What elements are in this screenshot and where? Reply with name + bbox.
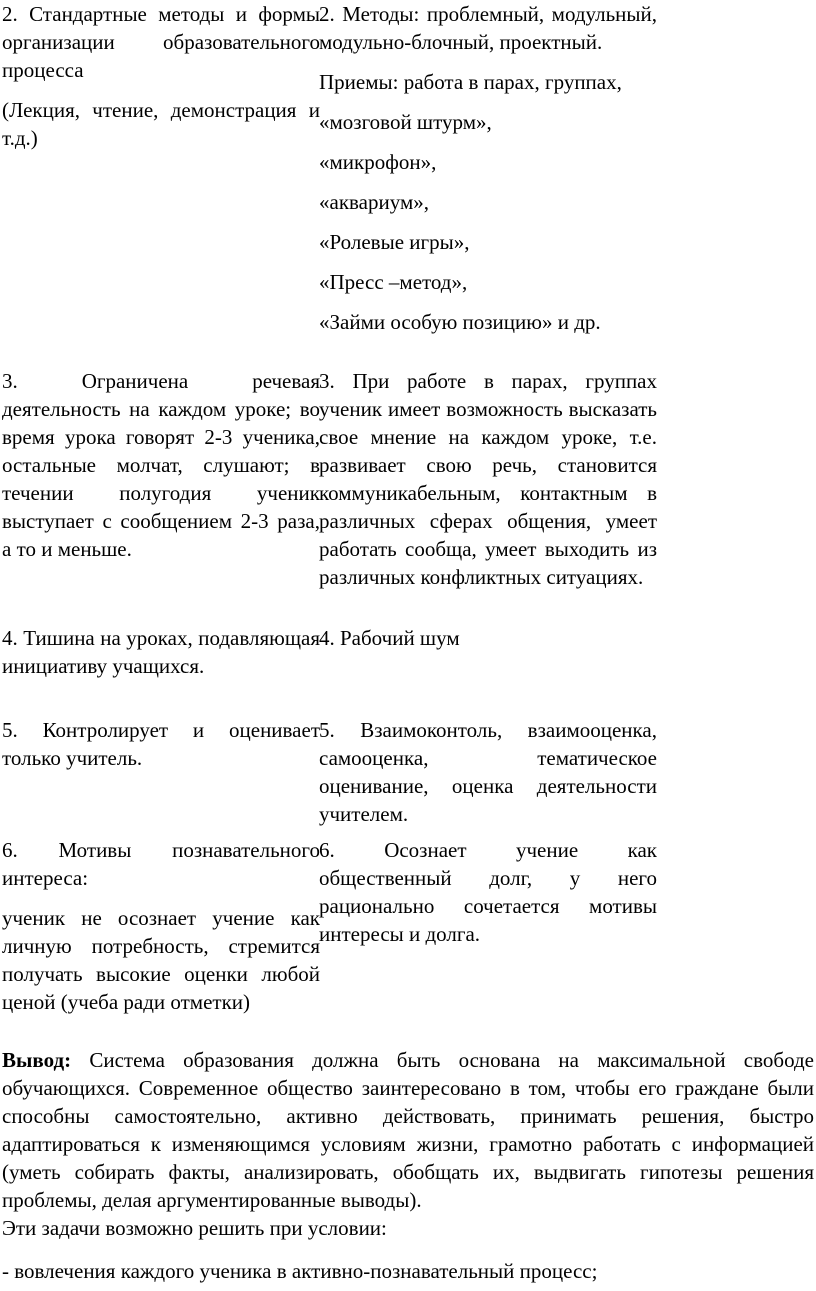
- teacher-control-text: 5. Контролирует и оценивает только учитель.: [2, 718, 320, 770]
- condition-item: - вовлечения каждого ученика в активно-познавательный процесс;: [2, 1259, 598, 1283]
- techniques-item: Приемы: работа в парах, группах,: [319, 70, 622, 94]
- conclusion-paragraph: [2, 1046, 814, 1214]
- methods-text: 2. Методы: проблемный, модульный, модульно-блочный, проектный.: [319, 2, 657, 54]
- row-5-right-cell: [319, 716, 657, 828]
- techniques-item: «Займи особую позицию» и др.: [319, 310, 601, 334]
- pair-work-text: 3. При работе в парах, группах ученик имеет возможность высказать свое мнение на каждом уроке, т.е. развивает свою речь, становится коммуникабельным, контактным в различных сферах общения, умеет работать сообща, умеет выходить из различных конфликтных ситуациях.: [319, 369, 657, 589]
- row-4-right-cell: [319, 624, 657, 652]
- row-4-left-cell: [2, 624, 320, 680]
- motives-text: ученик не осознает учение как личную потребность, стремится получать высокие оценки любой ценой (учеба ради отметки): [2, 906, 320, 1014]
- techniques-item: «микрофон»,: [319, 150, 437, 174]
- row-6-right-cell: [319, 836, 657, 948]
- row-3-right-cell: [319, 367, 657, 591]
- standard-methods-examples: (Лекция, чтение, демонстрация и т.д.): [2, 98, 320, 150]
- learning-duty-text: 6. Осознает учение как общественный долг, у него рационально сочетается мотивы интересы и долга.: [319, 838, 657, 946]
- mutual-assessment-text: 5. Взаимоконтоль, взаимооценка, самооценка, тематическое оценивание, оценка деятельности учителем.: [319, 718, 657, 826]
- techniques-item: «аквариум»,: [319, 190, 429, 214]
- conclusion-label: Вывод:: [2, 1048, 72, 1072]
- row-3-left-cell: [2, 367, 320, 563]
- motives-heading: 6. Мотивы познавательного интереса:: [2, 838, 320, 890]
- speech-activity-text: 3. Ограничена речевая деятельность на каждом уроке; во время урока говорят 2-3 ученика, остальные молчат, слушают; в течении полугодия ученик выступает с сообщением 2-3 раза, а то и меньше.: [2, 369, 320, 561]
- row-2-right-cell: [319, 0, 657, 336]
- techniques-item: «Ролевые игры»,: [319, 230, 470, 254]
- techniques-item: «Пресс –метод»,: [319, 270, 468, 294]
- conclusion-block: [2, 1046, 814, 1285]
- row-2-left-cell: [2, 0, 320, 152]
- silence-text: 4. Тишина на уроках, подавляющая инициативу учащихся.: [2, 626, 320, 678]
- techniques-item: «мозговой штурм»,: [319, 110, 492, 134]
- conclusion-text: Система образования должна быть основана на максимальной свободе обучающихся. Современное общество заинтересовано в том, чтобы его граждане были способны самостоятельно, активно действовать, принимать решения, быстро адаптироваться к изменяющимся условиям жизни, грамотно работать с информацией (уметь собирать факты, анализировать, обобщать их, выдвигать гипотезы решения проблемы, делая аргументированные выводы).: [2, 1048, 814, 1212]
- standard-methods-text: 2. Стандартные методы и формы организации образовательного процесса: [2, 2, 320, 82]
- work-noise-text: 4. Рабочий шум: [319, 626, 460, 650]
- row-5-left-cell: [2, 716, 320, 772]
- row-6-left-cell: [2, 836, 320, 1016]
- conditions-line: Эти задачи возможно решить при условии:: [2, 1216, 387, 1240]
